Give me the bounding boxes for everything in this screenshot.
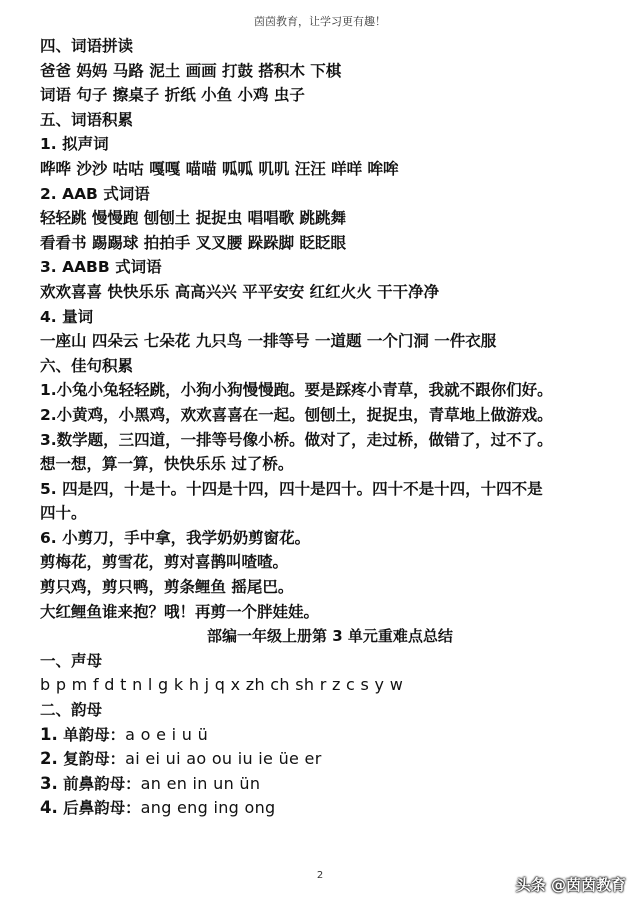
section-heading: 二、韵母 xyxy=(40,701,103,720)
section-heading: 五、词语积累 xyxy=(40,110,134,129)
list-number: 2. xyxy=(40,749,58,769)
section-heading: 六、佳句积累 xyxy=(40,356,134,375)
text-line: 一座山 四朵云 七朵花 九只鸟 一排等号 一道题 一个门洞 一件衣服 xyxy=(40,332,497,351)
pinyin-values: an en in un ün xyxy=(140,773,261,793)
text-line: 3.数学题，三四道，一排等号像小桥。做对了，走过桥，做错了，过不了。 xyxy=(40,430,553,449)
text-line xyxy=(40,796,620,821)
page-header: 茵茵教育，让学习更有趣！ xyxy=(254,15,386,28)
list-label: 后鼻韵母： xyxy=(57,799,141,818)
text-line: 哗哗 沙沙 咕咕 嘎嘎 喵喵 呱呱 叽叽 汪汪 咩咩 哞哞 xyxy=(40,159,399,178)
text-line: 剪只鸡，剪只鸭，剪条鲤鱼 摇尾巴。 xyxy=(40,578,294,597)
list-number: 4. xyxy=(40,798,58,818)
unit-title: 部编一年级上册第 3 单元重难点总结 xyxy=(207,627,453,646)
text-line: 5. 四是四，十是十。十四是十四，四十是四十。四十不是十四，十四不是 xyxy=(40,479,543,498)
text-line: 剪梅花，剪雪花，剪对喜鹊叫喳喳。 xyxy=(40,553,289,572)
list-label: 复韵母： xyxy=(57,750,126,769)
text-line: 3. AABB 式词语 xyxy=(40,258,162,277)
text-line: 1.小兔小兔轻轻跳，小狗小狗慢慢跑。要是踩疼小青草，我就不跟你们好。 xyxy=(40,381,553,400)
text-line: 爸爸 妈妈 马路 泥土 画画 打鼓 搭积木 下棋 xyxy=(40,61,342,80)
section-heading: 一、声母 xyxy=(40,651,103,670)
text-line: 大红鲤鱼谁来抱？哦！再剪一个胖娃娃。 xyxy=(40,602,320,621)
text-line: 2.小黄鸡，小黑鸡，欢欢喜喜在一起。刨刨土，捉捉虫，青草地上做游戏。 xyxy=(40,405,553,424)
pinyin-values: ang eng ing ong xyxy=(140,798,276,818)
list-number: 3. xyxy=(40,773,58,793)
text-line: 欢欢喜喜 快快乐乐 高高兴兴 平平安安 红红火火 干干净净 xyxy=(40,282,439,301)
text-line: 2. AAB 式词语 xyxy=(40,184,150,203)
text-line xyxy=(40,772,620,797)
text-line xyxy=(40,747,620,772)
section-heading: 四、词语拼读 xyxy=(40,37,134,55)
list-label: 单韵母： xyxy=(57,725,126,744)
text-line: 1. 拟声词 xyxy=(40,135,109,154)
text-line: 6. 小剪刀，手中拿，我学奶奶剪窗花。 xyxy=(40,528,311,547)
text-line: 轻轻跳 慢慢跑 刨刨土 捉捉虫 唱唱歌 跳跳舞 xyxy=(40,209,346,228)
text-line xyxy=(40,723,620,748)
document-body xyxy=(40,34,620,821)
pinyin-values: ai ei ui ao ou iu ie üe er xyxy=(125,749,322,769)
list-number: 1. xyxy=(40,724,58,744)
text-line: 四十。 xyxy=(40,504,87,523)
watermark: 头条 @茵茵教育 xyxy=(515,876,626,894)
text-line: 想一想，算一算，快快乐乐 过了桥。 xyxy=(40,455,294,474)
list-label: 前鼻韵母： xyxy=(57,774,141,793)
text-line: 看看书 踢踢球 拍拍手 叉叉腰 跺跺脚 眨眨眼 xyxy=(40,233,346,252)
pinyin-line: b p m f d t n l g k h j q x zh ch sh r z c s y w xyxy=(40,675,404,695)
text-line: 词语 句子 擦桌子 折纸 小鱼 小鸡 虫子 xyxy=(40,86,305,105)
text-line: 4. 量词 xyxy=(40,307,94,326)
pinyin-values: a o e i u ü xyxy=(125,724,209,744)
page-number: 2 xyxy=(316,870,324,881)
